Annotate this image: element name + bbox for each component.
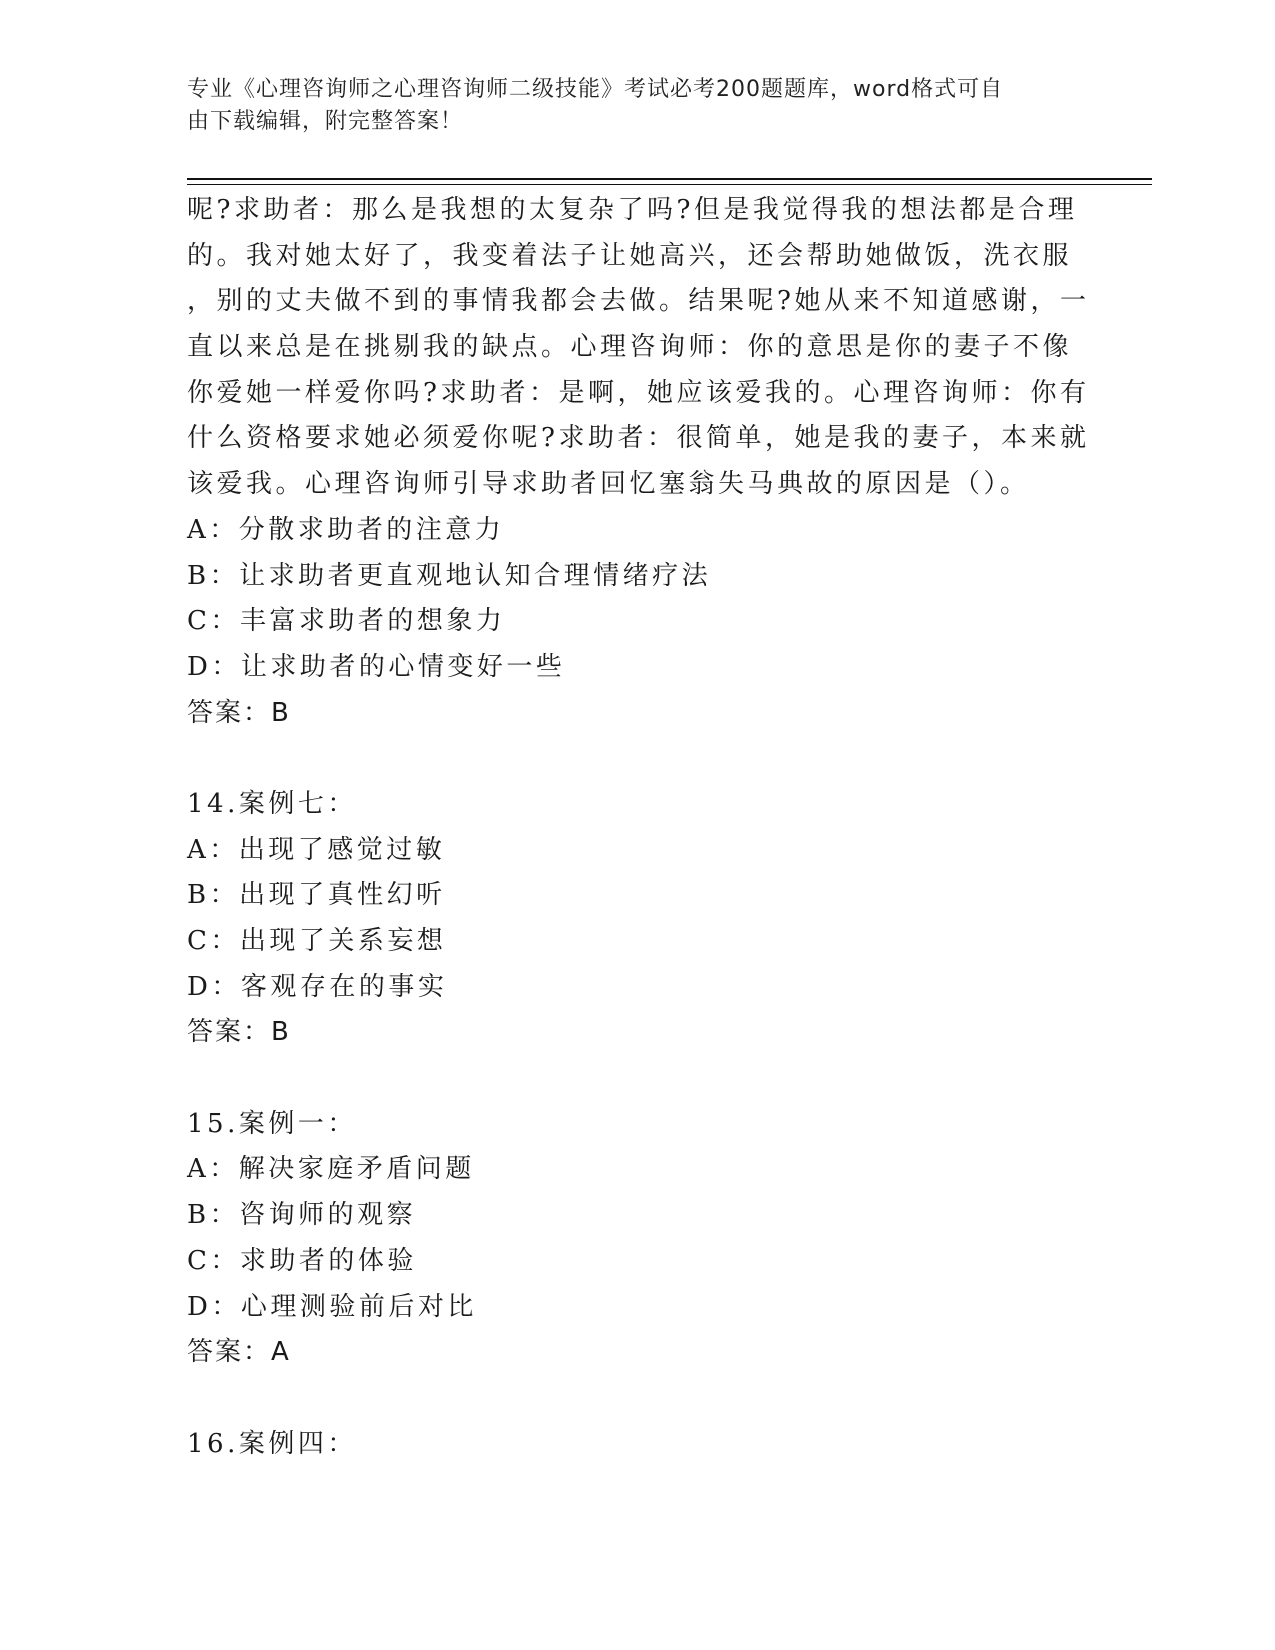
header-line-1: 专业《心理咨询师之心理咨询师二级技能》考试必考200题题库，word格式可自	[187, 77, 1004, 102]
passage-line: 直以来总是在挑剔我的缺点。心理咨询师：你的意思是你的妻子不像	[187, 332, 1073, 363]
document-body	[187, 188, 1090, 1467]
header-rule-thin	[187, 184, 1152, 185]
option-b: B：让求助者更直观地认知合理情绪疗法	[187, 560, 712, 591]
question-title: 16.案例四：	[187, 1428, 357, 1459]
option-c: C：出现了关系妄想	[187, 926, 447, 956]
question-16	[187, 1422, 1087, 1468]
option-c: C：求助者的体验	[187, 1245, 417, 1276]
question-title: 15.案例一：	[187, 1108, 357, 1139]
q13-answer: 答案：B	[187, 697, 291, 728]
question-title: 14.案例七：	[187, 788, 357, 819]
passage-line: 呢?求助者：那么是我想的太复杂了吗?但是我觉得我的想法都是合理	[187, 195, 1078, 225]
passage-line: 的。我对她太好了，我变着法子让她高兴，还会帮助她做饭，洗衣服	[187, 240, 1073, 271]
spacer	[187, 1376, 1087, 1422]
header-line-2: 由下载编辑，附完整答案！	[187, 109, 464, 134]
option-a: A：分散求助者的注意力	[187, 514, 505, 545]
option-d: D：让求助者的心情变好一些	[187, 651, 566, 682]
passage-line: 什么资格要求她必须爱你呢?求助者：很简单，她是我的妻子，本来就	[187, 423, 1090, 454]
q14-answer: 答案：B	[187, 1017, 291, 1048]
q13-options	[187, 508, 1087, 691]
option-a: A：出现了感觉过敏	[187, 834, 446, 865]
option-b: B：出现了真性幻听	[187, 880, 446, 911]
q15-answer: 答案：A	[187, 1337, 291, 1368]
option-a: A：解决家庭矛盾问题	[187, 1154, 475, 1185]
passage-line: 你爱她一样爱你吗?求助者：是啊，她应该爱我的。心理咨询师：你有	[187, 377, 1090, 408]
question-15	[187, 1102, 1087, 1376]
spacer	[187, 736, 1087, 782]
option-d: D：心理测验前后对比	[187, 1291, 477, 1322]
option-c: C：丰富求助者的想象力	[187, 606, 506, 637]
header-rule-thick	[187, 178, 1152, 180]
option-d: D：客观存在的事实	[187, 971, 448, 1002]
question-passage	[187, 188, 1090, 508]
option-b: B：咨询师的观察	[187, 1200, 417, 1231]
passage-line: 该爱我。心理咨询师引导求助者回忆塞翁失马典故的原因是（）。	[187, 469, 1030, 500]
spacer	[187, 1056, 1087, 1102]
passage-line: ，别的丈夫做不到的事情我都会去做。结果呢?她从来不知道感谢，一	[187, 286, 1090, 317]
question-14	[187, 782, 1087, 1056]
document-header	[187, 74, 1087, 138]
